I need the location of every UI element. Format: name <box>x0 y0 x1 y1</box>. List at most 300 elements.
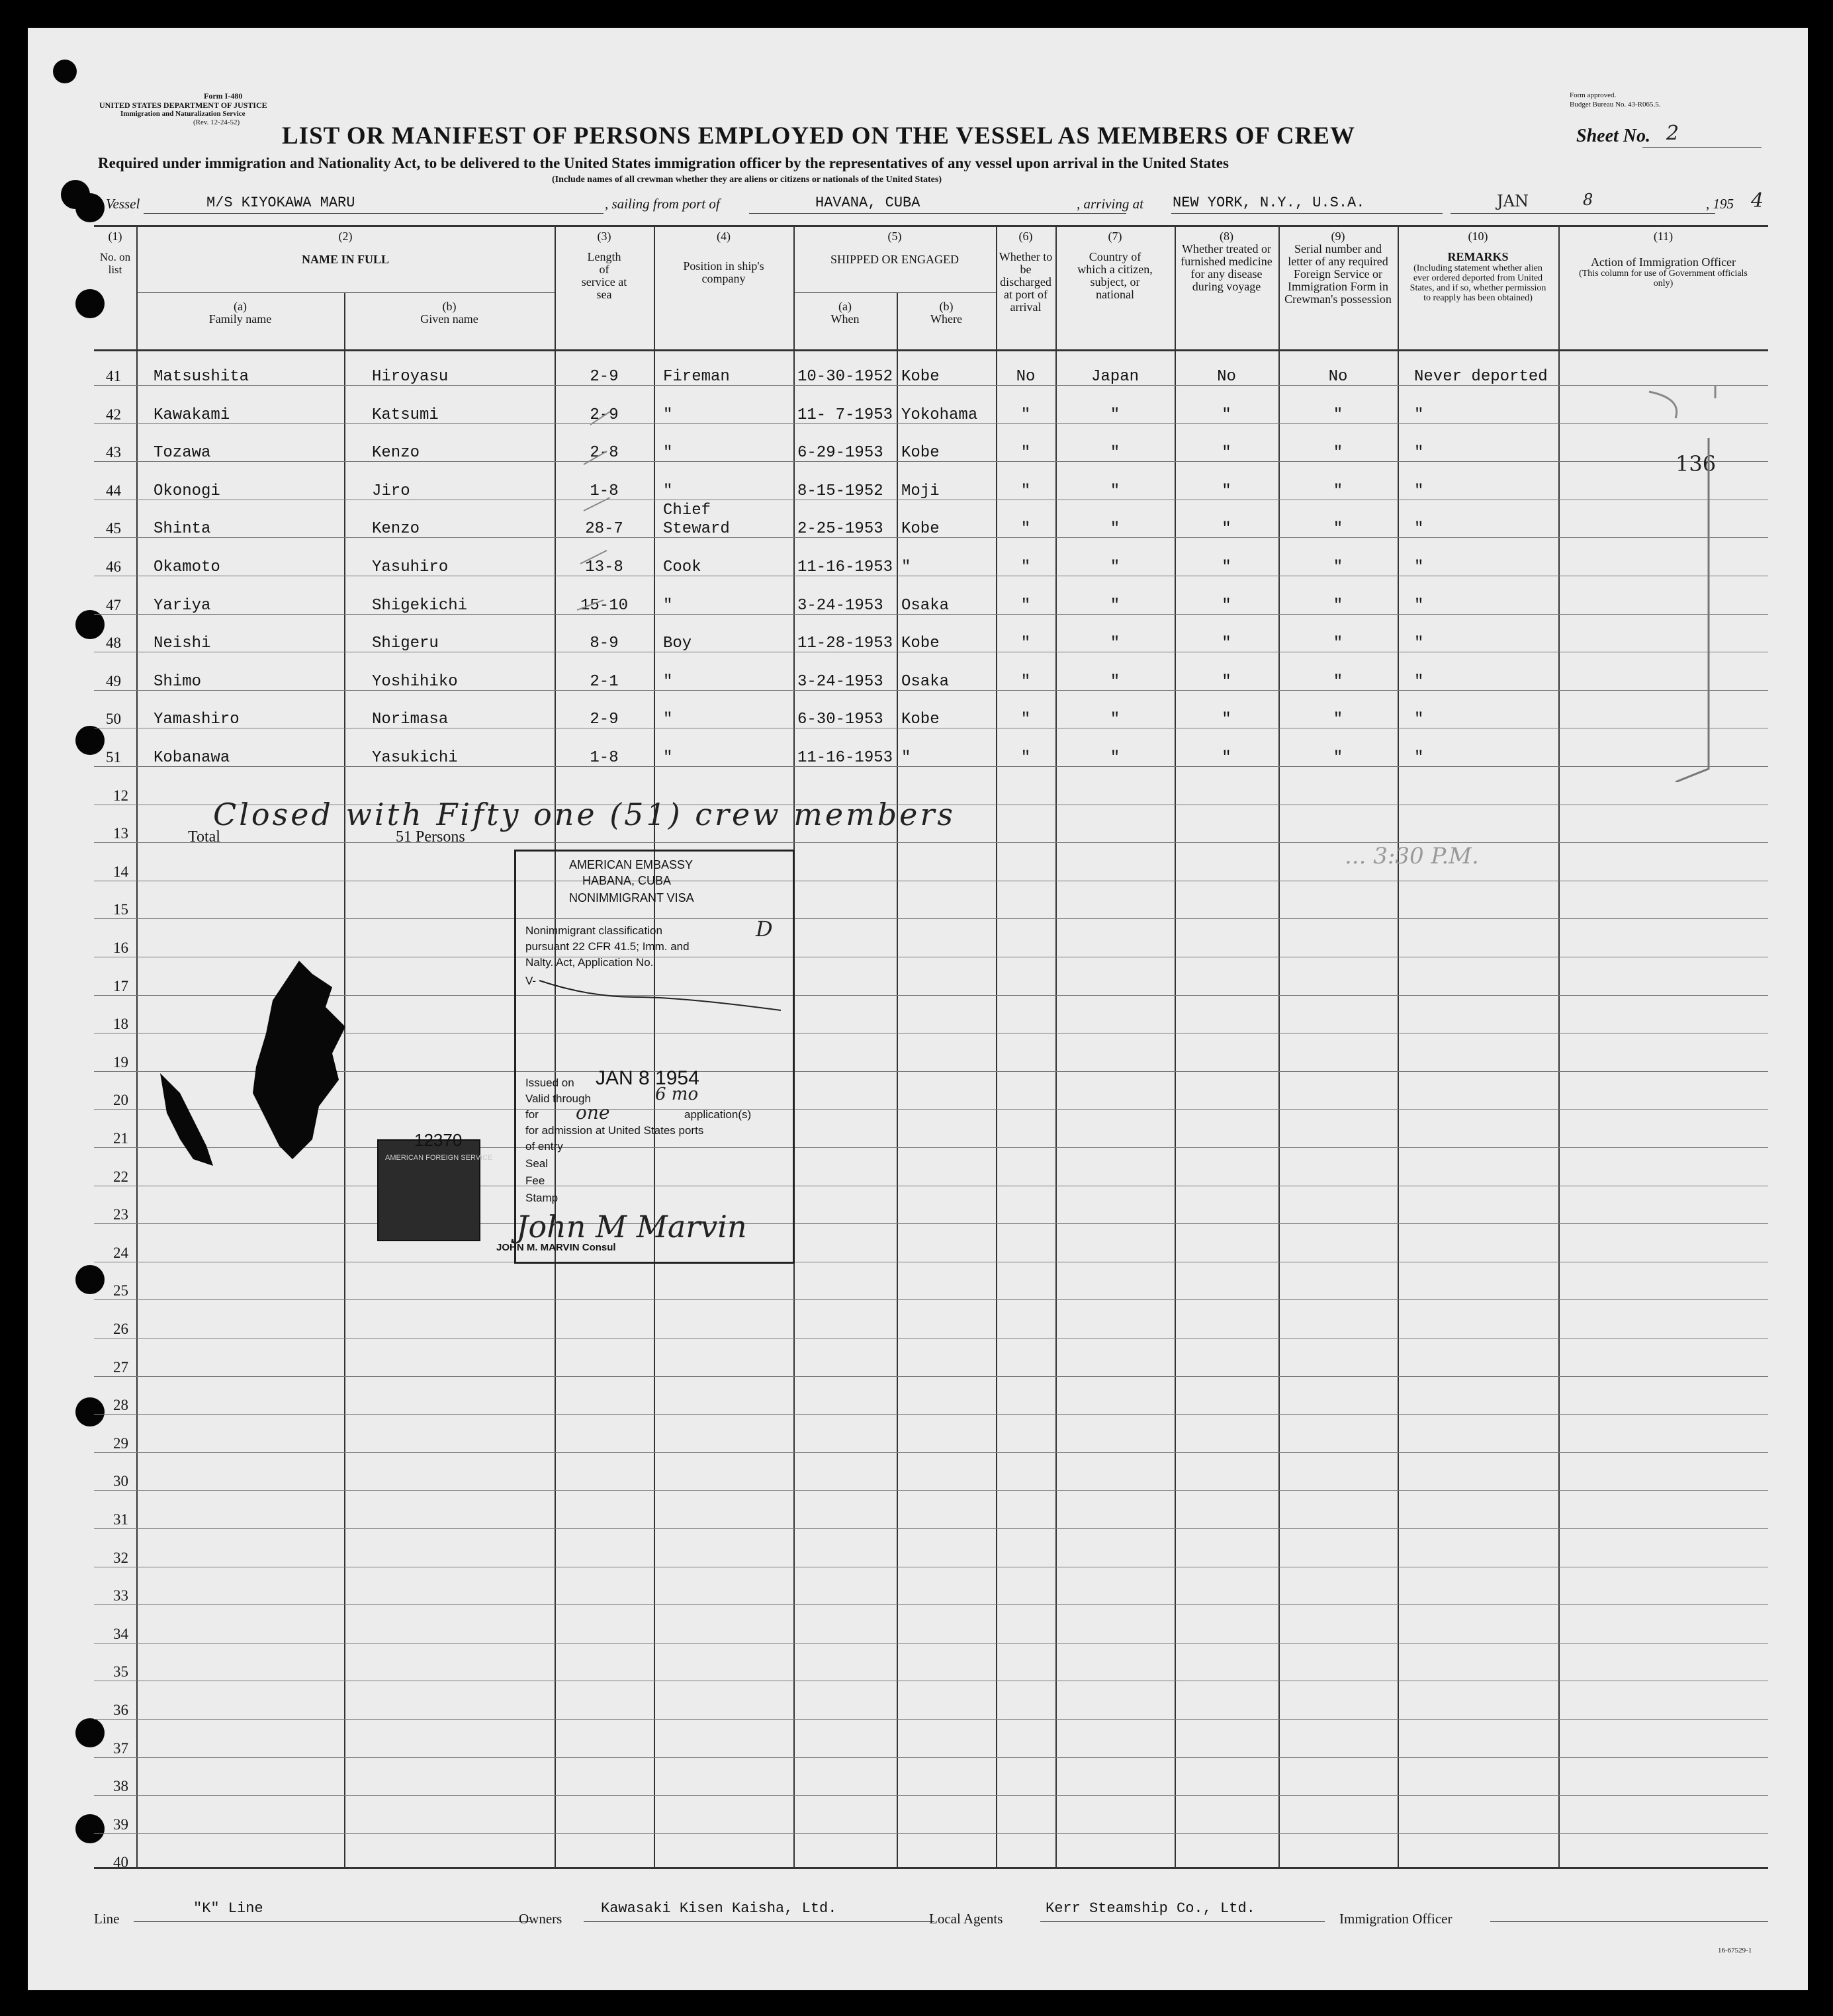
col-number: (3) <box>597 230 611 243</box>
crew-serial: " <box>1333 444 1343 462</box>
row-number: 14 <box>113 863 128 880</box>
crew-discharge: " <box>1020 672 1031 691</box>
crew-country: " <box>1110 520 1120 539</box>
crew-given: Hiroyasu <box>372 368 449 386</box>
crew-when: 3-24-1953 <box>797 596 883 615</box>
crew-position: " <box>663 749 673 767</box>
crew-position: " <box>663 482 673 500</box>
crew-discharge: " <box>1020 749 1031 767</box>
row-number: 19 <box>113 1053 128 1071</box>
required-note: Required under immigration and Nationality Act, to be delivered to the United States immigration officer by the representatives of any vessel upon arrival in the United States <box>98 155 1229 171</box>
crew-remarks: " <box>1414 672 1424 691</box>
consul-signature: John M Marvin <box>516 1209 747 1245</box>
row-number: 35 <box>113 1663 128 1681</box>
year-suffix: 4 <box>1751 189 1764 212</box>
crew-serial: " <box>1333 672 1343 691</box>
crew-treated: " <box>1222 749 1231 767</box>
crew-serial: No <box>1328 368 1348 386</box>
row-rule <box>94 1414 1768 1415</box>
form-approved: Form approved. <box>1570 91 1617 99</box>
crew-service: 2-9 <box>590 368 619 386</box>
crew-when: 11-16-1953 <box>797 558 893 576</box>
punch-hole <box>75 193 105 222</box>
row-rule <box>94 766 1768 767</box>
date-underline <box>1451 213 1715 214</box>
crew-service: 8-9 <box>590 635 619 653</box>
col-divider <box>1055 225 1057 1867</box>
crew-treated: " <box>1222 635 1231 653</box>
crew-treated: " <box>1222 520 1231 539</box>
col-label: Action of Immigration Officer <box>1590 255 1736 269</box>
row-number: 17 <box>113 977 128 994</box>
col-number: (8) <box>1220 230 1233 243</box>
row-number: 39 <box>113 1816 128 1833</box>
row-number: 29 <box>113 1434 128 1452</box>
footer-officer-underline <box>1490 1921 1768 1922</box>
crew-treated: " <box>1222 558 1231 576</box>
crew-when: 10-30-1952 <box>797 368 893 386</box>
stamp-of-entry: of entry <box>525 1140 563 1153</box>
crew-remarks: " <box>1414 444 1424 462</box>
vessel-label: Vessel <box>106 196 140 212</box>
crew-when: 3-24-1953 <box>797 672 883 691</box>
crew-family: Okamoto <box>154 558 220 576</box>
crew-remarks: " <box>1414 406 1424 424</box>
print-code: 16-67529-1 <box>1718 1947 1752 1954</box>
crew-no: 43 <box>106 444 121 461</box>
crew-treated: " <box>1222 444 1231 462</box>
stamp-issued-label: Issued on <box>525 1076 574 1089</box>
vessel-underline <box>144 213 604 214</box>
col-label: Whether to be discharged at port of arrival <box>999 250 1053 314</box>
stamp-classification-value: D <box>756 916 773 942</box>
col-number: (9) <box>1331 230 1345 243</box>
crew-discharge: " <box>1020 711 1031 729</box>
crew-given: Yasukichi <box>372 749 458 767</box>
arriving-label: , arriving at <box>1077 196 1143 212</box>
form-title: LIST OR MANIFEST OF PERSONS EMPLOYED ON THE VESSEL AS MEMBERS OF CREW <box>282 122 1355 150</box>
stamp-fee: Fee <box>525 1174 545 1187</box>
crew-remarks: " <box>1414 520 1424 539</box>
sheet-underline <box>1642 147 1762 148</box>
crew-treated: " <box>1222 711 1231 729</box>
stamp-nalty: Nalty. Act, Application No. <box>525 956 654 969</box>
crew-serial: " <box>1333 520 1343 539</box>
crew-no: 47 <box>106 596 121 613</box>
crew-remarks: " <box>1414 635 1424 653</box>
form-number: Form I-480 <box>204 91 243 101</box>
col6-header <box>996 230 1055 314</box>
crew-discharge: " <box>1020 444 1031 462</box>
punch-hole <box>53 60 77 83</box>
col9-header <box>1278 230 1398 306</box>
crew-position: " <box>663 444 673 462</box>
crew-treated: " <box>1222 672 1231 691</box>
crew-country: Japan <box>1091 368 1139 386</box>
length-handmarks <box>544 398 623 782</box>
crew-service: 2-8 <box>590 444 619 462</box>
crew-serial: " <box>1333 558 1343 576</box>
name-subheader-rule <box>136 292 555 293</box>
manifest-sheet <box>28 28 1808 1990</box>
crew-when: 8-15-1952 <box>797 482 883 500</box>
crew-serial: " <box>1333 749 1343 767</box>
crew-no: 51 <box>106 749 121 766</box>
row-number: 24 <box>113 1244 128 1261</box>
row-number: 33 <box>113 1587 128 1604</box>
footer-officer-label: Immigration Officer <box>1339 1911 1453 1927</box>
row-rule <box>94 1795 1768 1796</box>
col-number: (a) <box>234 300 247 313</box>
shipped-subheader-rule <box>793 292 996 293</box>
col-divider <box>1398 225 1399 1867</box>
include-note: (Include names of all crewman whether they are aliens or citizens or nationals of the United States) <box>552 175 942 185</box>
crew-remarks: " <box>1414 482 1424 500</box>
crew-given: Shigekichi <box>372 596 468 615</box>
row-rule <box>94 1604 1768 1605</box>
crew-service: 13-8 <box>585 558 623 576</box>
crew-where: Kobe <box>901 635 940 653</box>
col-divider <box>897 292 898 1867</box>
stamp-valid-label: Valid through <box>525 1092 591 1105</box>
crew-family: Kobanawa <box>154 749 230 767</box>
col-label: REMARKS <box>1447 250 1509 263</box>
crew-where: " <box>901 749 911 767</box>
stamp-seal: Seal <box>525 1157 549 1170</box>
crew-given: Katsumi <box>372 406 439 424</box>
crew-position: " <box>663 596 673 615</box>
crew-treated: " <box>1222 406 1231 424</box>
punch-hole <box>75 1814 105 1843</box>
row-number: 13 <box>113 825 128 842</box>
budget-bureau: Budget Bureau No. 43-R065.5. <box>1570 101 1661 109</box>
col7-header <box>1055 230 1175 301</box>
crew-serial: " <box>1333 482 1343 500</box>
col-label: Given name <box>420 312 478 326</box>
row-number: 20 <box>113 1092 128 1109</box>
footer-line-underline <box>134 1921 531 1922</box>
crew-position: Fireman <box>663 368 730 386</box>
consul-name: JOHN M. MARVIN Consul <box>496 1242 616 1253</box>
col-label: NAME IN FULL <box>301 253 389 266</box>
crew-service: 1-8 <box>590 482 619 500</box>
crew-where: Moji <box>901 482 940 500</box>
crew-discharge: " <box>1020 520 1031 539</box>
col5b-header <box>897 300 996 326</box>
col-label: Family name <box>208 312 272 326</box>
col-number: (2) <box>338 230 353 243</box>
crew-family: Tozawa <box>154 444 211 462</box>
seal-blot <box>134 947 425 1172</box>
col-divider <box>996 225 997 1867</box>
col-number: (1) <box>108 230 122 243</box>
col-label: SHIPPED OR ENGAGED <box>830 253 959 266</box>
col-number: (5) <box>887 230 902 243</box>
crew-treated: " <box>1222 596 1231 615</box>
revision: (Rev. 12-24-52) <box>193 118 240 126</box>
footer-owners-value: Kawasaki Kisen Kaisha, Ltd. <box>601 1900 837 1917</box>
row-number: 18 <box>113 1016 128 1033</box>
crew-where: " <box>901 558 911 576</box>
col-label: Whether treated or furnished medicine for any disease during voyage <box>1181 242 1273 293</box>
crew-position: " <box>663 711 673 729</box>
col-label: Country of which a citizen, subject, or national <box>1077 250 1153 301</box>
crew-no: 45 <box>106 520 121 537</box>
crew-discharge: " <box>1020 406 1031 424</box>
stamp-handline <box>536 977 787 1017</box>
footer-agents-underline <box>1040 1921 1325 1922</box>
sheet-label: Sheet No. <box>1576 126 1650 146</box>
crew-service: 1-8 <box>590 749 619 767</box>
footer-agents-value: Kerr Steamship Co., Ltd. <box>1046 1900 1255 1917</box>
col2-header <box>136 230 555 266</box>
col-number: (b) <box>939 300 954 313</box>
row-number: 22 <box>113 1168 128 1185</box>
crew-where: Kobe <box>901 520 940 539</box>
col-label: Length of service at sea <box>581 250 627 301</box>
action-handmarks <box>1550 372 1775 782</box>
crew-position: Chief Steward <box>663 502 730 539</box>
col-number: (b) <box>442 300 457 313</box>
crew-no: 49 <box>106 672 121 689</box>
col-divider <box>1278 225 1280 1867</box>
crew-given: Jiro <box>372 482 410 500</box>
row-number: 37 <box>113 1739 128 1757</box>
col-sublabel: (Including statement whether alien ever ordered deported from United States, and if so, whether permission to reapply has been obtained) <box>1409 263 1546 303</box>
col11-header <box>1558 230 1768 288</box>
visa-stamp <box>496 850 795 1264</box>
crew-remarks: " <box>1414 749 1424 767</box>
col4-header <box>654 230 793 285</box>
fee-stamp-text: AMERICAN FOREIGN SERVICE <box>385 1154 493 1162</box>
crew-remarks: Never deported <box>1414 368 1548 386</box>
col-number: (7) <box>1108 230 1122 243</box>
col-label: Position in ship's company <box>683 259 764 285</box>
crew-where: Osaka <box>901 672 950 691</box>
col2a-header <box>136 300 344 326</box>
row-number: 32 <box>113 1549 128 1566</box>
fee-stamp-number: 12370 <box>414 1130 463 1150</box>
crew-family: Neishi <box>154 635 211 653</box>
row-number: 25 <box>113 1282 128 1299</box>
row-number: 30 <box>113 1473 128 1490</box>
stamp-visa-type: NONIMMIGRANT VISA <box>569 891 694 904</box>
col-divider <box>1175 225 1176 1867</box>
row-rule <box>94 1719 1768 1720</box>
total-value: 51 Persons <box>396 828 465 846</box>
crew-discharge: " <box>1020 596 1031 615</box>
crew-where: Kobe <box>901 368 940 386</box>
sheet-number: 2 <box>1666 122 1679 145</box>
stamp-city: HABANA, CUBA <box>582 874 672 887</box>
crew-country: " <box>1110 482 1120 500</box>
col8-header <box>1175 230 1278 293</box>
crew-service: 28-7 <box>585 520 623 539</box>
crew-remarks: " <box>1414 596 1424 615</box>
footer-line-label: Line <box>94 1911 120 1927</box>
vessel-name: M/S KIYOKAWA MARU <box>206 195 355 211</box>
crew-country: " <box>1110 749 1120 767</box>
crew-when: 6-29-1953 <box>797 444 883 462</box>
row-number: 21 <box>113 1130 128 1147</box>
year-prefix: , 195 <box>1706 196 1734 212</box>
stamp-pursuant: pursuant 22 CFR 41.5; Imm. and <box>525 940 690 953</box>
crew-discharge: No <box>1016 368 1036 386</box>
crew-position: Boy <box>663 635 692 653</box>
col-label: Where <box>930 312 962 326</box>
crew-position: " <box>663 406 673 424</box>
stamp-valid-value: 6 mo <box>655 1084 699 1104</box>
col2b-header <box>344 300 555 326</box>
row-rule <box>94 918 1768 919</box>
closed-with-note: Closed with Fifty one (51) crew members <box>213 797 956 832</box>
stamp-issued-date: JAN 8 1954 <box>596 1067 699 1089</box>
crew-when: 11- 7-1953 <box>797 406 893 424</box>
col-sublabel: (This column for use of Government officials only) <box>1579 269 1748 288</box>
arriving-underline <box>1171 213 1443 214</box>
row-number: 28 <box>113 1397 128 1414</box>
row-rule <box>94 1376 1768 1377</box>
col5a-header <box>793 300 897 326</box>
row-rule <box>94 1223 1768 1224</box>
row-rule <box>94 1452 1768 1453</box>
footer-owners-label: Owners <box>519 1911 562 1927</box>
punch-hole <box>75 289 105 318</box>
col-number: (6) <box>1018 230 1033 243</box>
row-number: 26 <box>113 1321 128 1337</box>
crew-when: 2-25-1953 <box>797 520 883 539</box>
crew-when: 11-28-1953 <box>797 635 893 653</box>
row-rule <box>94 1490 1768 1491</box>
crew-discharge: " <box>1020 558 1031 576</box>
crew-given: Kenzo <box>372 444 420 462</box>
row-number: 38 <box>113 1778 128 1795</box>
crew-where: Osaka <box>901 596 950 615</box>
crew-no: 48 <box>106 635 121 652</box>
crew-when: 11-16-1953 <box>797 749 893 767</box>
crew-given: Kenzo <box>372 520 420 539</box>
crew-country: " <box>1110 558 1120 576</box>
row-rule <box>94 1299 1768 1300</box>
crew-country: " <box>1110 444 1120 462</box>
crew-serial: " <box>1333 596 1343 615</box>
crew-serial: " <box>1333 635 1343 653</box>
col10-header <box>1398 230 1558 303</box>
crew-treated: " <box>1222 482 1231 500</box>
crew-country: " <box>1110 711 1120 729</box>
crew-where: Yokohama <box>901 406 978 424</box>
row-number: 40 <box>113 1854 128 1871</box>
row-rule <box>94 1833 1768 1834</box>
col1-header <box>94 230 136 276</box>
crew-remarks: " <box>1414 558 1424 576</box>
col3-header <box>555 230 654 301</box>
crew-country: " <box>1110 672 1120 691</box>
crew-discharge: " <box>1020 482 1031 500</box>
crew-position: " <box>663 672 673 691</box>
action-mark: 136 <box>1676 451 1717 476</box>
crew-treated: No <box>1217 368 1236 386</box>
col-label: Serial number and letter of any required Foreign Service or Immigration Form in Crewman's possession <box>1284 242 1392 306</box>
crew-no: 42 <box>106 406 121 423</box>
crew-family: Shinta <box>154 520 211 539</box>
port-underline <box>749 213 1126 214</box>
crew-country: " <box>1110 406 1120 424</box>
stamp-v: V- <box>525 975 537 987</box>
footer-agents-label: Local Agents <box>929 1911 1003 1927</box>
table-bottom-rule <box>94 1867 1768 1869</box>
arriving-port: NEW YORK, N.Y., U.S.A. <box>1173 195 1365 211</box>
crew-family: Matsushita <box>154 368 249 386</box>
stamp-admission: for admission at United States ports <box>525 1124 704 1137</box>
crew-given: Norimasa <box>372 711 449 729</box>
col-number: (a) <box>838 300 852 313</box>
crew-service: 2-9 <box>590 711 619 729</box>
col-number: (4) <box>717 230 731 243</box>
row-number: 31 <box>113 1511 128 1528</box>
crew-given: Yoshihiko <box>372 672 458 691</box>
crew-position: Cook <box>663 558 701 576</box>
punch-hole <box>75 1397 105 1426</box>
crew-given: Yasuhiro <box>372 558 449 576</box>
crew-no: 50 <box>106 711 121 728</box>
row-rule <box>94 842 1768 843</box>
department: UNITED STATES DEPARTMENT OF JUSTICE <box>99 101 267 110</box>
crew-where: Kobe <box>901 444 940 462</box>
col-label: No. on list <box>99 251 131 276</box>
row-number: 23 <box>113 1206 128 1223</box>
crew-family: Kawakami <box>154 406 230 424</box>
crew-discharge: " <box>1020 635 1031 653</box>
row-rule <box>94 1757 1768 1758</box>
col5-header <box>793 230 996 266</box>
stamp-embassy: AMERICAN EMBASSY <box>569 858 693 871</box>
row-number: 34 <box>113 1625 128 1642</box>
crew-where: Kobe <box>901 711 940 729</box>
row-number: 12 <box>113 787 128 804</box>
col-label: When <box>830 312 860 326</box>
crew-remarks: " <box>1414 711 1424 729</box>
row-rule <box>94 1528 1768 1529</box>
crew-when: 6-30-1953 <box>797 711 883 729</box>
crew-no: 44 <box>106 482 121 499</box>
crew-country: " <box>1110 596 1120 615</box>
arrival-day: 8 <box>1583 191 1593 209</box>
crew-family: Shimo <box>154 672 202 691</box>
row-number: 27 <box>113 1358 128 1376</box>
crew-country: " <box>1110 635 1120 653</box>
crew-no: 46 <box>106 558 121 575</box>
crew-family: Yariya <box>154 596 211 615</box>
footer-line-value: "K" Line <box>193 1900 263 1917</box>
punch-hole <box>75 1718 105 1747</box>
crew-family: Okonogi <box>154 482 220 500</box>
row-number: 16 <box>113 940 128 956</box>
arrival-month: JAN <box>1497 192 1529 210</box>
table-top-rule <box>94 225 1768 227</box>
total-label: Total <box>188 828 220 846</box>
faint-note: ... 3:30 P.M. <box>1345 843 1479 869</box>
footer-owners-underline <box>584 1921 934 1922</box>
row-number: 15 <box>113 901 128 918</box>
crew-given: Shigeru <box>372 635 439 653</box>
crew-serial: " <box>1333 711 1343 729</box>
crew-service: 2-9 <box>590 406 619 424</box>
stamp-classification: Nonimmigrant classification <box>525 924 662 937</box>
col-number: (10) <box>1468 230 1488 243</box>
service: Immigration and Naturalization Service <box>120 110 246 118</box>
col-number: (11) <box>1653 230 1674 243</box>
